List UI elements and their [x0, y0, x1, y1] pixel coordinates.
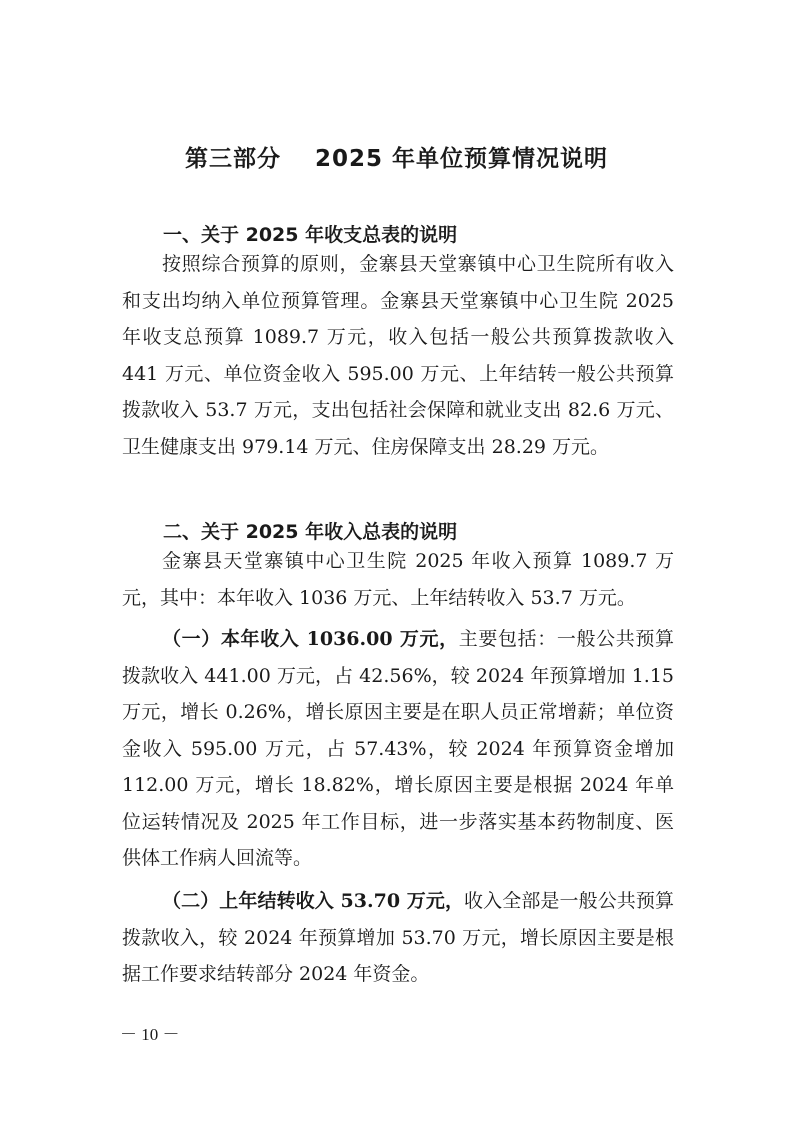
section-2-sub-1 [122, 621, 674, 877]
section-1-paragraph: 按照综合预算的原则，金寨县天堂寨镇中心卫生院所有收入和支出均纳入单位预算管理。金寨县天堂寨镇中心卫生院 2025 年收支总预算 1089.7 万元，收入包括一般公共预算拨款收入 441 万元、单位资金收入 595.00 万元、上年结转一般公共预算拨款收入 53.7 万元，支出包括社会保障和就业支出 82.6 万元、卫生健康支出 979.14 万元、住房保障支出 28.29 万元。 [122, 253, 674, 458]
title-main: 2025 年单位预算情况说明 [314, 146, 609, 172]
page-number: － 10 － [120, 1025, 180, 1044]
sub-2-lead: （二）上年结转收入 53.70 万元， [162, 890, 465, 912]
section-2-heading: 二、关于 2025 年收入总表的说明 [163, 521, 458, 543]
sub-2-body: 收入全部是一般公共预算拨款收入，较 2024 年预算增加 53.70 万元，增长原因主要是根据工作要求结转部分 2024 年资金。 [122, 890, 674, 985]
page-title [0, 140, 793, 173]
title-prefix: 第三部分 [184, 146, 281, 172]
section-1-heading: 一、关于 2025 年收支总表的说明 [163, 224, 458, 246]
sub-1-body: 主要包括：一般公共预算拨款收入 441.00 万元，占 42.56%，较 2024 年预算增加 1.15 万元，增长 0.26%，增长原因主要是在职人员正常增薪；单位资金收入 595.00 万元，占 57.43%，较 2024 年预算资金增加 112.00 万元，增长 18.82%，增长原因主要是根据 2024 年单位运转情况及 2025 年工作目标，进一步落实基本药物制度、医供体工作病人回流等。 [122, 628, 674, 869]
sub-1-lead: （一）本年收入 1036.00 万元， [162, 628, 459, 650]
section-2-sub-2 [122, 883, 674, 993]
section-2-paragraph: 金寨县天堂寨镇中心卫生院 2025 年收入预算 1089.7 万元，其中：本年收入 1036 万元、上年结转收入 53.7 万元。 [122, 550, 674, 609]
